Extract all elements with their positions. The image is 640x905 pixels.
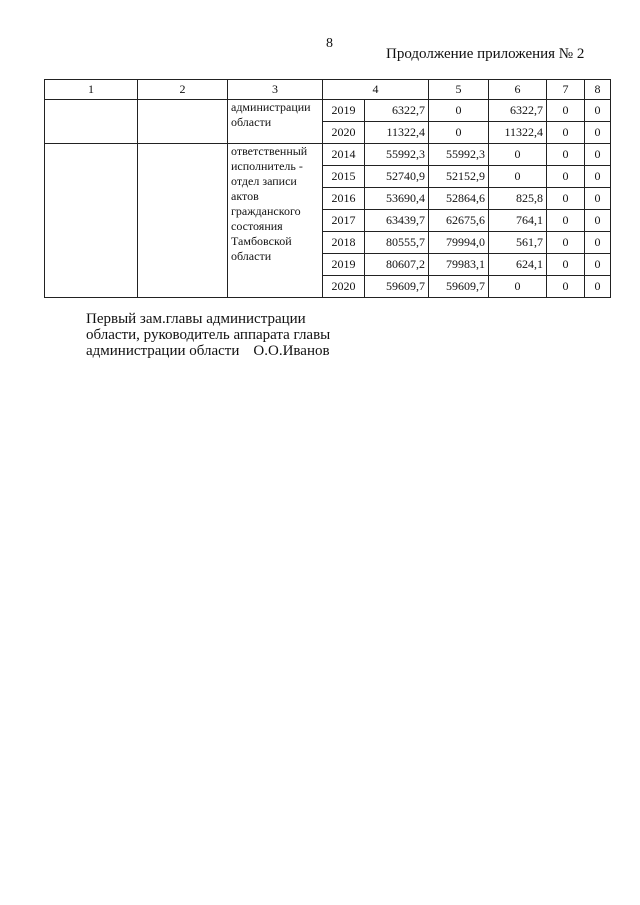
- year-cell: 2016: [323, 188, 365, 210]
- col-header-1: 1: [45, 80, 138, 100]
- value-cell: 79994,0: [429, 232, 489, 254]
- value-cell: 0: [489, 144, 547, 166]
- value-cell: 80555,7: [365, 232, 429, 254]
- value-cell: 62675,6: [429, 210, 489, 232]
- value-cell: 79983,1: [429, 254, 489, 276]
- value-cell: 6322,7: [365, 100, 429, 122]
- value-cell: 0: [585, 122, 611, 144]
- col-header-5: 5: [429, 80, 489, 100]
- value-cell: 0: [489, 276, 547, 298]
- col-header-8: 8: [585, 80, 611, 100]
- signature-line: Первый зам.главы администрации: [86, 311, 306, 327]
- signature-block: [86, 311, 330, 359]
- cell-empty: [45, 144, 138, 298]
- value-cell: 0: [585, 254, 611, 276]
- value-cell: 55992,3: [365, 144, 429, 166]
- col-header-6: 6: [489, 80, 547, 100]
- table-row: [45, 100, 611, 122]
- cell-empty: [45, 100, 138, 144]
- value-cell: 825,8: [489, 188, 547, 210]
- value-cell: 63439,7: [365, 210, 429, 232]
- page-number: 8: [326, 36, 333, 51]
- year-cell: 2017: [323, 210, 365, 232]
- year-cell: 2019: [323, 254, 365, 276]
- value-cell: 52152,9: [429, 166, 489, 188]
- executor-cell: ответственный исполнитель - отдел записи актов гражданского состояния Тамбовской области: [228, 144, 323, 298]
- value-cell: 0: [585, 276, 611, 298]
- value-cell: 55992,3: [429, 144, 489, 166]
- year-cell: 2019: [323, 100, 365, 122]
- value-cell: 0: [547, 254, 585, 276]
- year-cell: 2018: [323, 232, 365, 254]
- value-cell: 11322,4: [365, 122, 429, 144]
- col-header-2: 2: [138, 80, 228, 100]
- value-cell: 0: [547, 210, 585, 232]
- value-cell: 0: [547, 232, 585, 254]
- value-cell: 0: [429, 100, 489, 122]
- executor-cell: администрации области: [228, 100, 323, 144]
- value-cell: 6322,7: [489, 100, 547, 122]
- value-cell: 764,1: [489, 210, 547, 232]
- value-cell: 561,7: [489, 232, 547, 254]
- signature-position: администрации области: [86, 343, 240, 359]
- value-cell: 52864,6: [429, 188, 489, 210]
- cell-empty: [138, 144, 228, 298]
- year-cell: 2020: [323, 122, 365, 144]
- year-cell: 2020: [323, 276, 365, 298]
- value-cell: 0: [547, 122, 585, 144]
- value-cell: 0: [547, 100, 585, 122]
- value-cell: 0: [585, 100, 611, 122]
- continuation-label: Продолжение приложения № 2: [386, 46, 585, 62]
- value-cell: 0: [585, 188, 611, 210]
- value-cell: 0: [547, 188, 585, 210]
- value-cell: 11322,4: [489, 122, 547, 144]
- cell-empty: [138, 100, 228, 144]
- value-cell: 624,1: [489, 254, 547, 276]
- year-cell: 2014: [323, 144, 365, 166]
- value-cell: 0: [547, 144, 585, 166]
- value-cell: 53690,4: [365, 188, 429, 210]
- value-cell: 0: [585, 144, 611, 166]
- value-cell: 59609,7: [429, 276, 489, 298]
- col-header-3: 3: [228, 80, 323, 100]
- signature-line-with-name: [86, 343, 330, 359]
- year-cell: 2015: [323, 166, 365, 188]
- value-cell: 0: [585, 210, 611, 232]
- value-cell: 59609,7: [365, 276, 429, 298]
- value-cell: 80607,2: [365, 254, 429, 276]
- col-header-4: 4: [323, 80, 429, 100]
- value-cell: 0: [547, 276, 585, 298]
- value-cell: 0: [547, 166, 585, 188]
- value-cell: 0: [585, 166, 611, 188]
- value-cell: 0: [429, 122, 489, 144]
- signature-line: области, руководитель аппарата главы: [86, 327, 331, 343]
- col-header-7: 7: [547, 80, 585, 100]
- table-row: [45, 144, 611, 166]
- data-table: [44, 79, 611, 298]
- value-cell: 52740,9: [365, 166, 429, 188]
- value-cell: 0: [489, 166, 547, 188]
- value-cell: 0: [585, 232, 611, 254]
- signatory-name: О.О.Иванов: [253, 343, 330, 359]
- header-row: [45, 80, 611, 100]
